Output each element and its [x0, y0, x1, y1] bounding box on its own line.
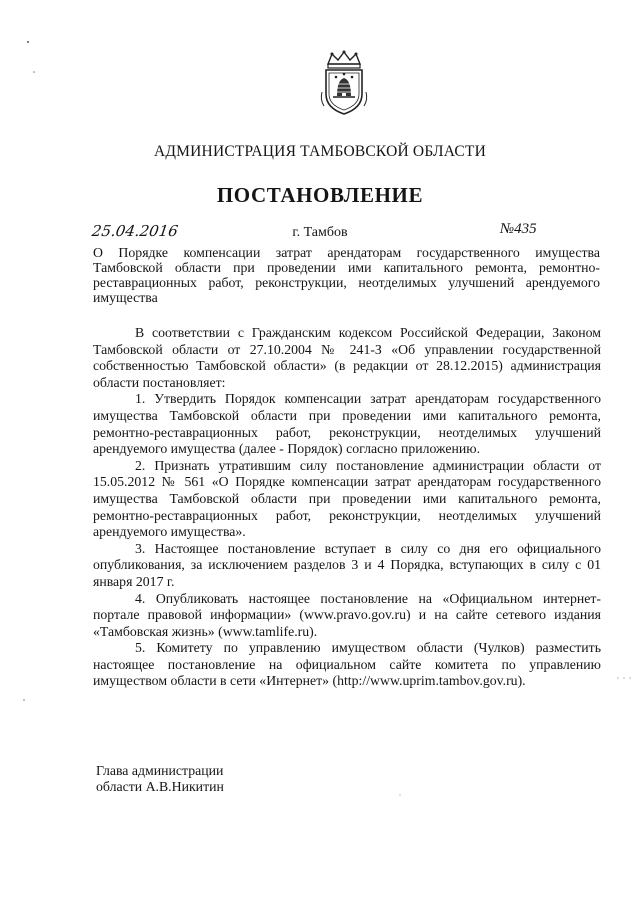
signature-name: области А.В.Никитин — [96, 779, 224, 794]
signature-title: Глава администрации — [96, 763, 224, 778]
document-type-title: ПОСТАНОВЛЕНИЕ — [216, 183, 424, 207]
document-number: №435 — [500, 221, 537, 237]
item-paragraph-5: 5. Комитету по управлению имуществом области (Чулков) разместить настоящее постановление на официальном сайте комитета по управлению имуществом области в сети «Интернет» (http://www.uprim.tambov.gov.ru). — [93, 640, 601, 689]
item-paragraph-2: 2. Признать утратившим силу постановление администрации области от 15.05.2012 № 561 «О Порядке компенсации затрат арендаторам государственного имущества Тамбовской области при проведении ими капитального ремонта, ремонтно-реставрационных работ, реконструкции, неотделимых улучшений арендуемого имущества». — [93, 457, 601, 540]
item-paragraph-1: 1. Утвердить Порядок компенсации затрат арендаторам государственного имущества Тамбовской области при проведении ими капитального ремонта, ремонтно-реставрационных работ, реконструкции, неотделимых улучшений арендуемого имущества (далее - Порядок) согласно приложению. — [93, 391, 601, 457]
organization-name: АДМИНИСТРАЦИЯ ТАМБОВСКОЙ ОБЛАСТИ — [154, 143, 486, 160]
preamble-paragraph: В соответствии с Гражданским кодексом Российской Федерации, Законом Тамбовской области от 27.10.2004 № 241-З «Об управлении государственной собственностью Тамбовской области» (в редакции от 28.12.2015) администрация области постановляет: — [93, 325, 601, 390]
document-date: 25.04.2016 — [90, 222, 180, 240]
document-subject: О Порядке компенсации затрат арендаторам государственного имущества Тамбовской области при проведении ими капитального ремонта, ремонтно-реставрационных работ, реконструкции, неотделимых улучшений арендуемого имущества — [93, 245, 600, 305]
document-city: г. Тамбов — [292, 225, 348, 240]
item-paragraph-4: 4. Опубликовать настоящее постановление на «Официальном интернет-портале правовой информации» (www.pravo.gov.ru) и на сайте сетевого издания «Тамбовская жизнь» (www.tamlife.ru). — [93, 590, 601, 639]
item-paragraph-3: 3. Настоящее постановление вступает в силу со дня его официального опубликования, за исключением разделов 3 и 4 Порядка, вступающих в силу с 01 января 2017 г. — [93, 540, 601, 589]
